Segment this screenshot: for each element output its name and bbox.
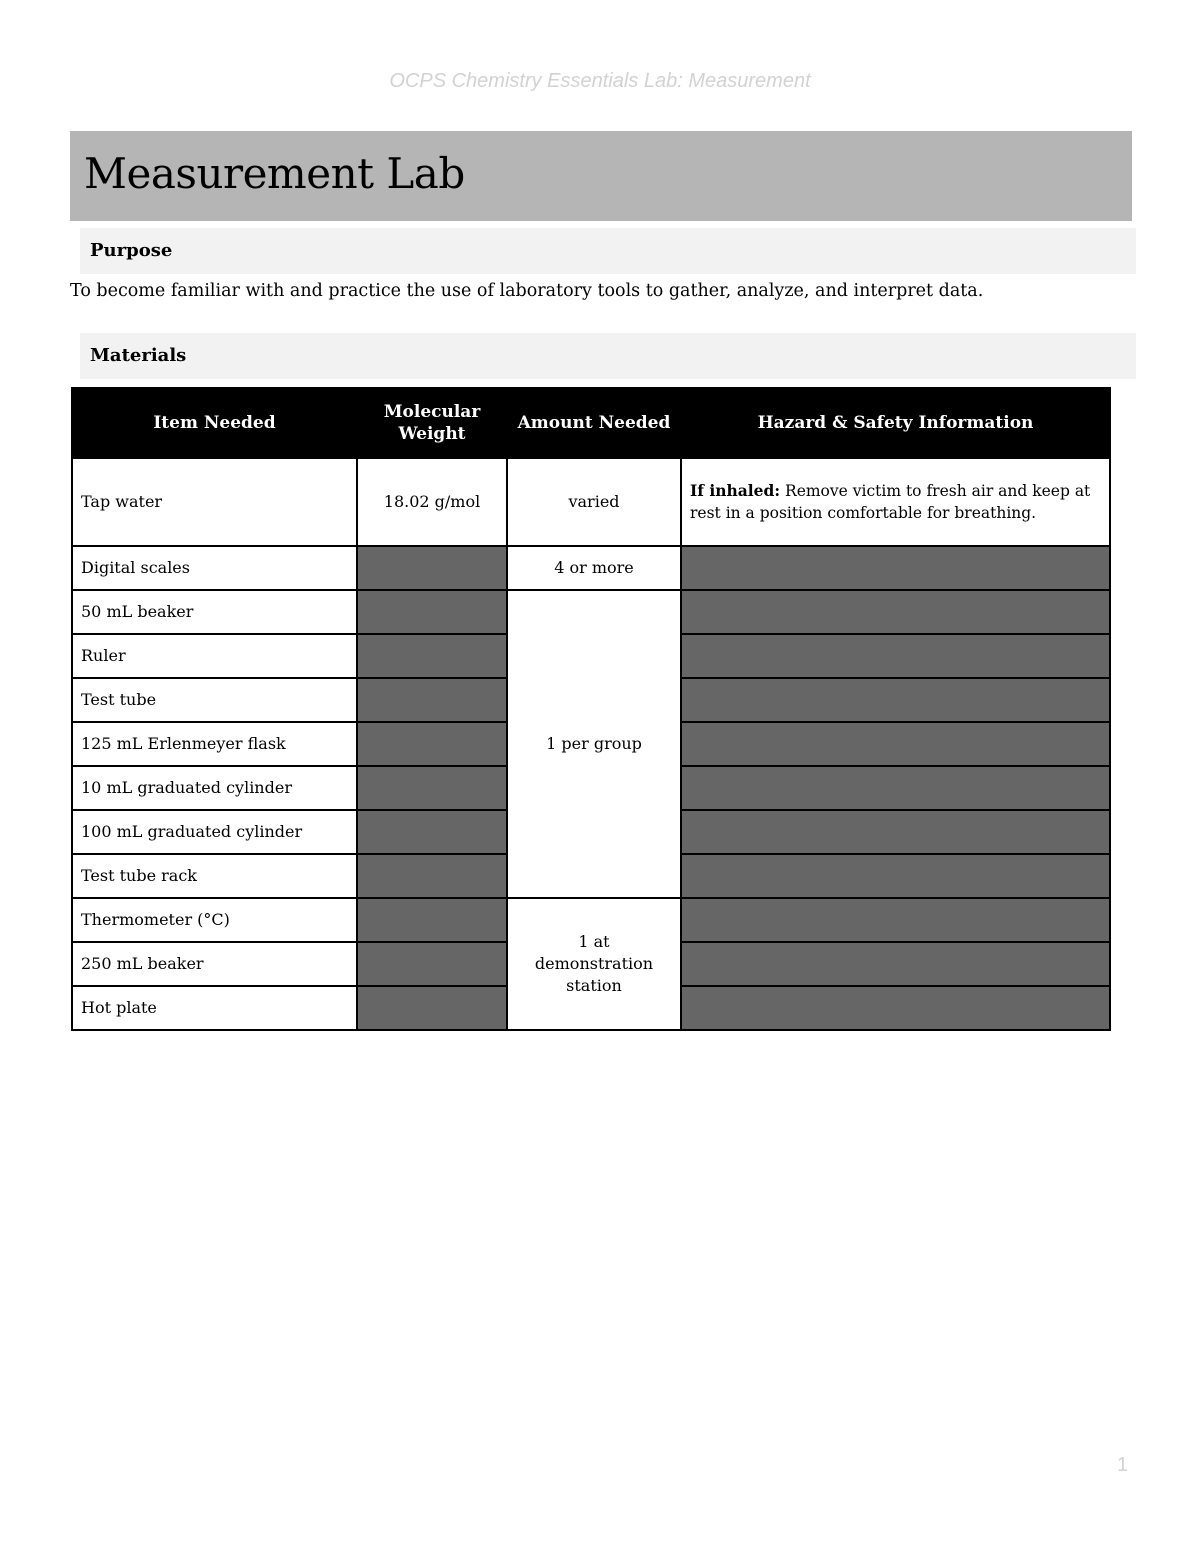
shaded-cell	[357, 766, 507, 810]
shaded-cell	[681, 634, 1110, 678]
item-cell: Tap water	[72, 458, 357, 546]
shaded-cell	[357, 898, 507, 942]
purpose-text: To become familiar with and practice the use of laboratory tools to gather, analyze, and interpret data.	[70, 281, 984, 301]
running-header: OCPS Chemistry Essentials Lab: Measurement	[389, 70, 811, 92]
title-bar	[70, 131, 1132, 221]
shaded-cell	[681, 854, 1110, 898]
item-cell: 100 mL graduated cylinder	[72, 810, 357, 854]
shaded-cell	[681, 898, 1110, 942]
item-cell: 50 mL beaker	[72, 590, 357, 634]
item-cell: Test tube	[72, 678, 357, 722]
table-row	[72, 590, 1110, 634]
amount-cell-demonstration: 1 at demonstration station	[507, 898, 681, 1030]
shaded-cell	[357, 546, 507, 590]
shaded-cell	[357, 942, 507, 986]
shaded-cell	[681, 678, 1110, 722]
shaded-cell	[357, 722, 507, 766]
amount-cell: varied	[507, 458, 681, 546]
amount-cell-per-group: 1 per group	[507, 590, 681, 898]
shaded-cell	[681, 546, 1110, 590]
shaded-cell	[357, 590, 507, 634]
item-cell: Hot plate	[72, 986, 357, 1030]
item-cell: Ruler	[72, 634, 357, 678]
materials-heading: Materials	[80, 333, 1136, 379]
shaded-cell	[357, 678, 507, 722]
purpose-heading: Purpose	[80, 228, 1136, 274]
column-header-amount: Amount Needed	[507, 388, 681, 458]
item-cell: 125 mL Erlenmeyer flask	[72, 722, 357, 766]
column-header-item: Item Needed	[72, 388, 357, 458]
column-header-hazard: Hazard & Safety Information	[681, 388, 1110, 458]
amount-cell: 4 or more	[507, 546, 681, 590]
table-row	[72, 458, 1110, 546]
shaded-cell	[681, 766, 1110, 810]
shaded-cell	[357, 986, 507, 1030]
shaded-cell	[681, 590, 1110, 634]
item-cell: 10 mL graduated cylinder	[72, 766, 357, 810]
item-cell: Thermometer (°C)	[72, 898, 357, 942]
table-row	[72, 898, 1110, 942]
hazard-text: Remove victim to fresh air and keep at rest in a position comfortable for breathing.	[690, 482, 1091, 522]
hazard-label: If inhaled:	[690, 481, 781, 500]
molecular-weight-cell: 18.02 g/mol	[357, 458, 507, 546]
shaded-cell	[357, 810, 507, 854]
shaded-cell	[681, 986, 1110, 1030]
shaded-cell	[681, 722, 1110, 766]
shaded-cell	[357, 634, 507, 678]
item-cell: 250 mL beaker	[72, 942, 357, 986]
item-cell: Digital scales	[72, 546, 357, 590]
materials-table	[71, 387, 1111, 1031]
table-header-row	[72, 388, 1110, 458]
shaded-cell	[357, 854, 507, 898]
item-cell: Test tube rack	[72, 854, 357, 898]
hazard-cell	[681, 458, 1110, 546]
shaded-cell	[681, 810, 1110, 854]
page-number: 1	[1117, 1454, 1129, 1476]
column-header-molecular-weight: Molecular Weight	[357, 388, 507, 458]
page-title: Measurement Lab	[84, 149, 465, 198]
shaded-cell	[681, 942, 1110, 986]
table-row	[72, 546, 1110, 590]
